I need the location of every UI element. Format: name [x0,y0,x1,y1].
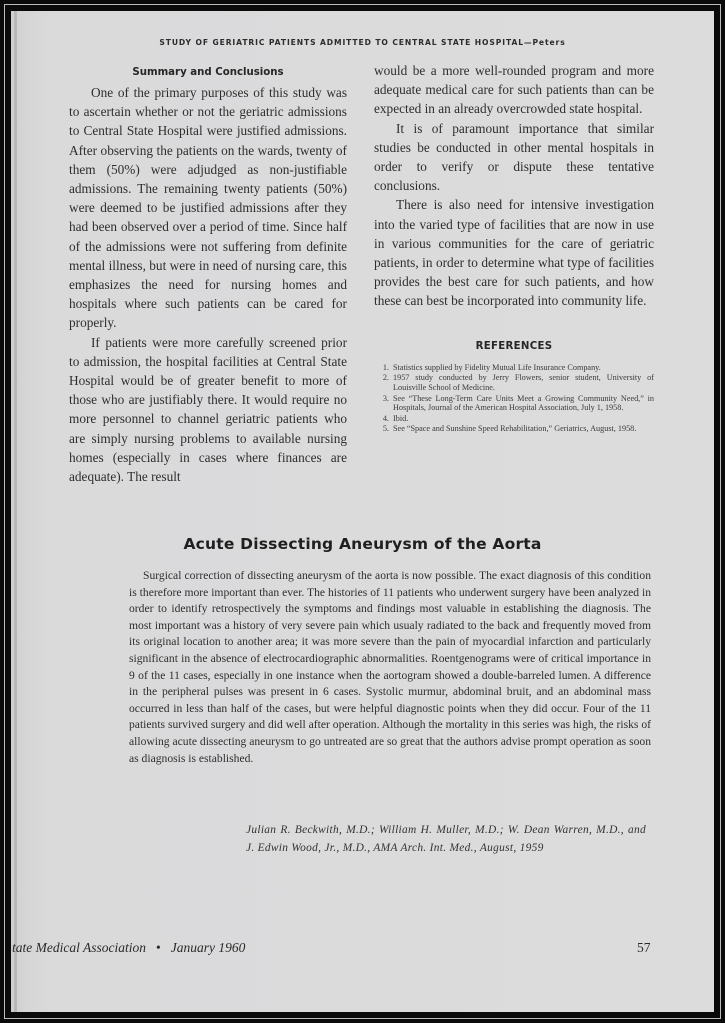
binding-gutter [14,11,17,1012]
paragraph-continuation: would be a more well-rounded program and more adequate medical care for such patients than can be expected in an already overcrowded state hospital. [374,63,654,117]
paragraph: It is of paramount importance that similar studies be conducted in other mental hospitals in order to verify or dispute these tentative conclusions. [374,120,654,194]
article-abstract [129,568,651,767]
footer-journal-name: tate Medical Association [12,940,146,955]
paragraph: One of the primary purposes of this study was to ascertain whether or not the geriatric admissions to Central State Hospital were justified admissions. After observing the patients on the wards, twenty of them (50%) were adjudged as non-justifiable admissions. The remaining twenty patients (50%) were deemed to be justified admissions after they had been observed over a period of time. Since half of the admissions were not suffering from definite mental illness, but were in need of nursing care, this emphasizes the need for nursing homes and hospitals where such patients can be cared for properly. [69,85,347,331]
footer-journal-info [12,940,245,956]
running-head: STUDY OF GERIATRIC PATIENTS ADMITTED TO CENTRAL STATE HOSPITAL—Peters [159,38,566,47]
journal-page [11,11,714,1012]
footer-date: January 1960 [170,940,246,955]
bullet-separator-icon: • [155,940,161,955]
left-column [69,61,347,486]
reference-item: 1. Statistics supplied by Fidelity Mutual Life Insurance Company. [391,363,654,372]
abstract-paragraph: Surgical correction of dissecting aneurysm of the aorta is now possible. The exact diagnosis of this condition is therefore more important than ever. The histories of 11 patients who underwent surgery have been analyzed in order to identify retrospectively the symptoms and findings most valuable in establishing the diagnosis. The most important was a history of very severe pain which usualy radiated to the back and frequently moved from its original location to another area; it was more severe than the pain of myocardial infarction and particularly significant in the absence of electrocardiographic abnormalities. Roentgenograms were of critical importance in 9 of the 11 cases, especially in one instance when the aortogram showed a double-barreled lumen. A difference in the peripheral pulses was present in 6 cases. Systolic murmur, abdominal bruit, and an abdominal mass occurred in less than half of the cases, but were helpful diagnostic points when they did occur. Four of the 11 patients survived surgery and did well after operation. Although the mortality in this series was high, the risks of allowing acute dissecting aneurysm to go untreated are so great that the authors advise prompt operation as soon as diagnosis is established. [129,569,651,765]
right-column [374,61,654,435]
page-number: 57 [637,940,651,955]
references-list [374,363,654,434]
reference-item: 2. 1957 study conducted by Jerry Flowers, senior student, University of Louisville School of Medicine. [391,373,654,392]
section-heading-summary: Summary and Conclusions [132,67,284,78]
paragraph: If patients were more carefully screened prior to admission, the hospital facilities at Central State Hospital would be of greater benefit to more of those who are justifiably there. It would require no more personnel to channel geriatric patients who are simply nursing problems to available nursing homes (especially in cases where finances are adequate). The result [69,334,347,485]
references-heading: REFERENCES [475,340,553,352]
reference-item: 3. See “These Long-Term Care Units Meet a Growing Community Need,” in Hospitals, Journal of the American Hospital Association, July 1, 1958. [391,394,654,413]
article-title: Acute Dissecting Aneurysm of the Aorta [183,535,542,553]
reference-item: 5. See “Space and Sunshine Speed Rehabilitation,” Geriatrics, August, 1958. [391,424,654,433]
article-citation: Julian R. Beckwith, M.D.; William H. Muller, M.D.; W. Dean Warren, M.D., and J. Edwin Wood, Jr., M.D., AMA Arch. Int. Med., August, 1959 [246,824,646,854]
reference-item: 4. Ibid. [391,414,654,423]
paragraph: There is also need for intensive investigation into the varied type of facilities that are now in use in various communities for the care of geriatric patients, in order to determine what type of facilities provides the best care for such patients, and how these can best be incorporated into community life. [374,197,654,309]
